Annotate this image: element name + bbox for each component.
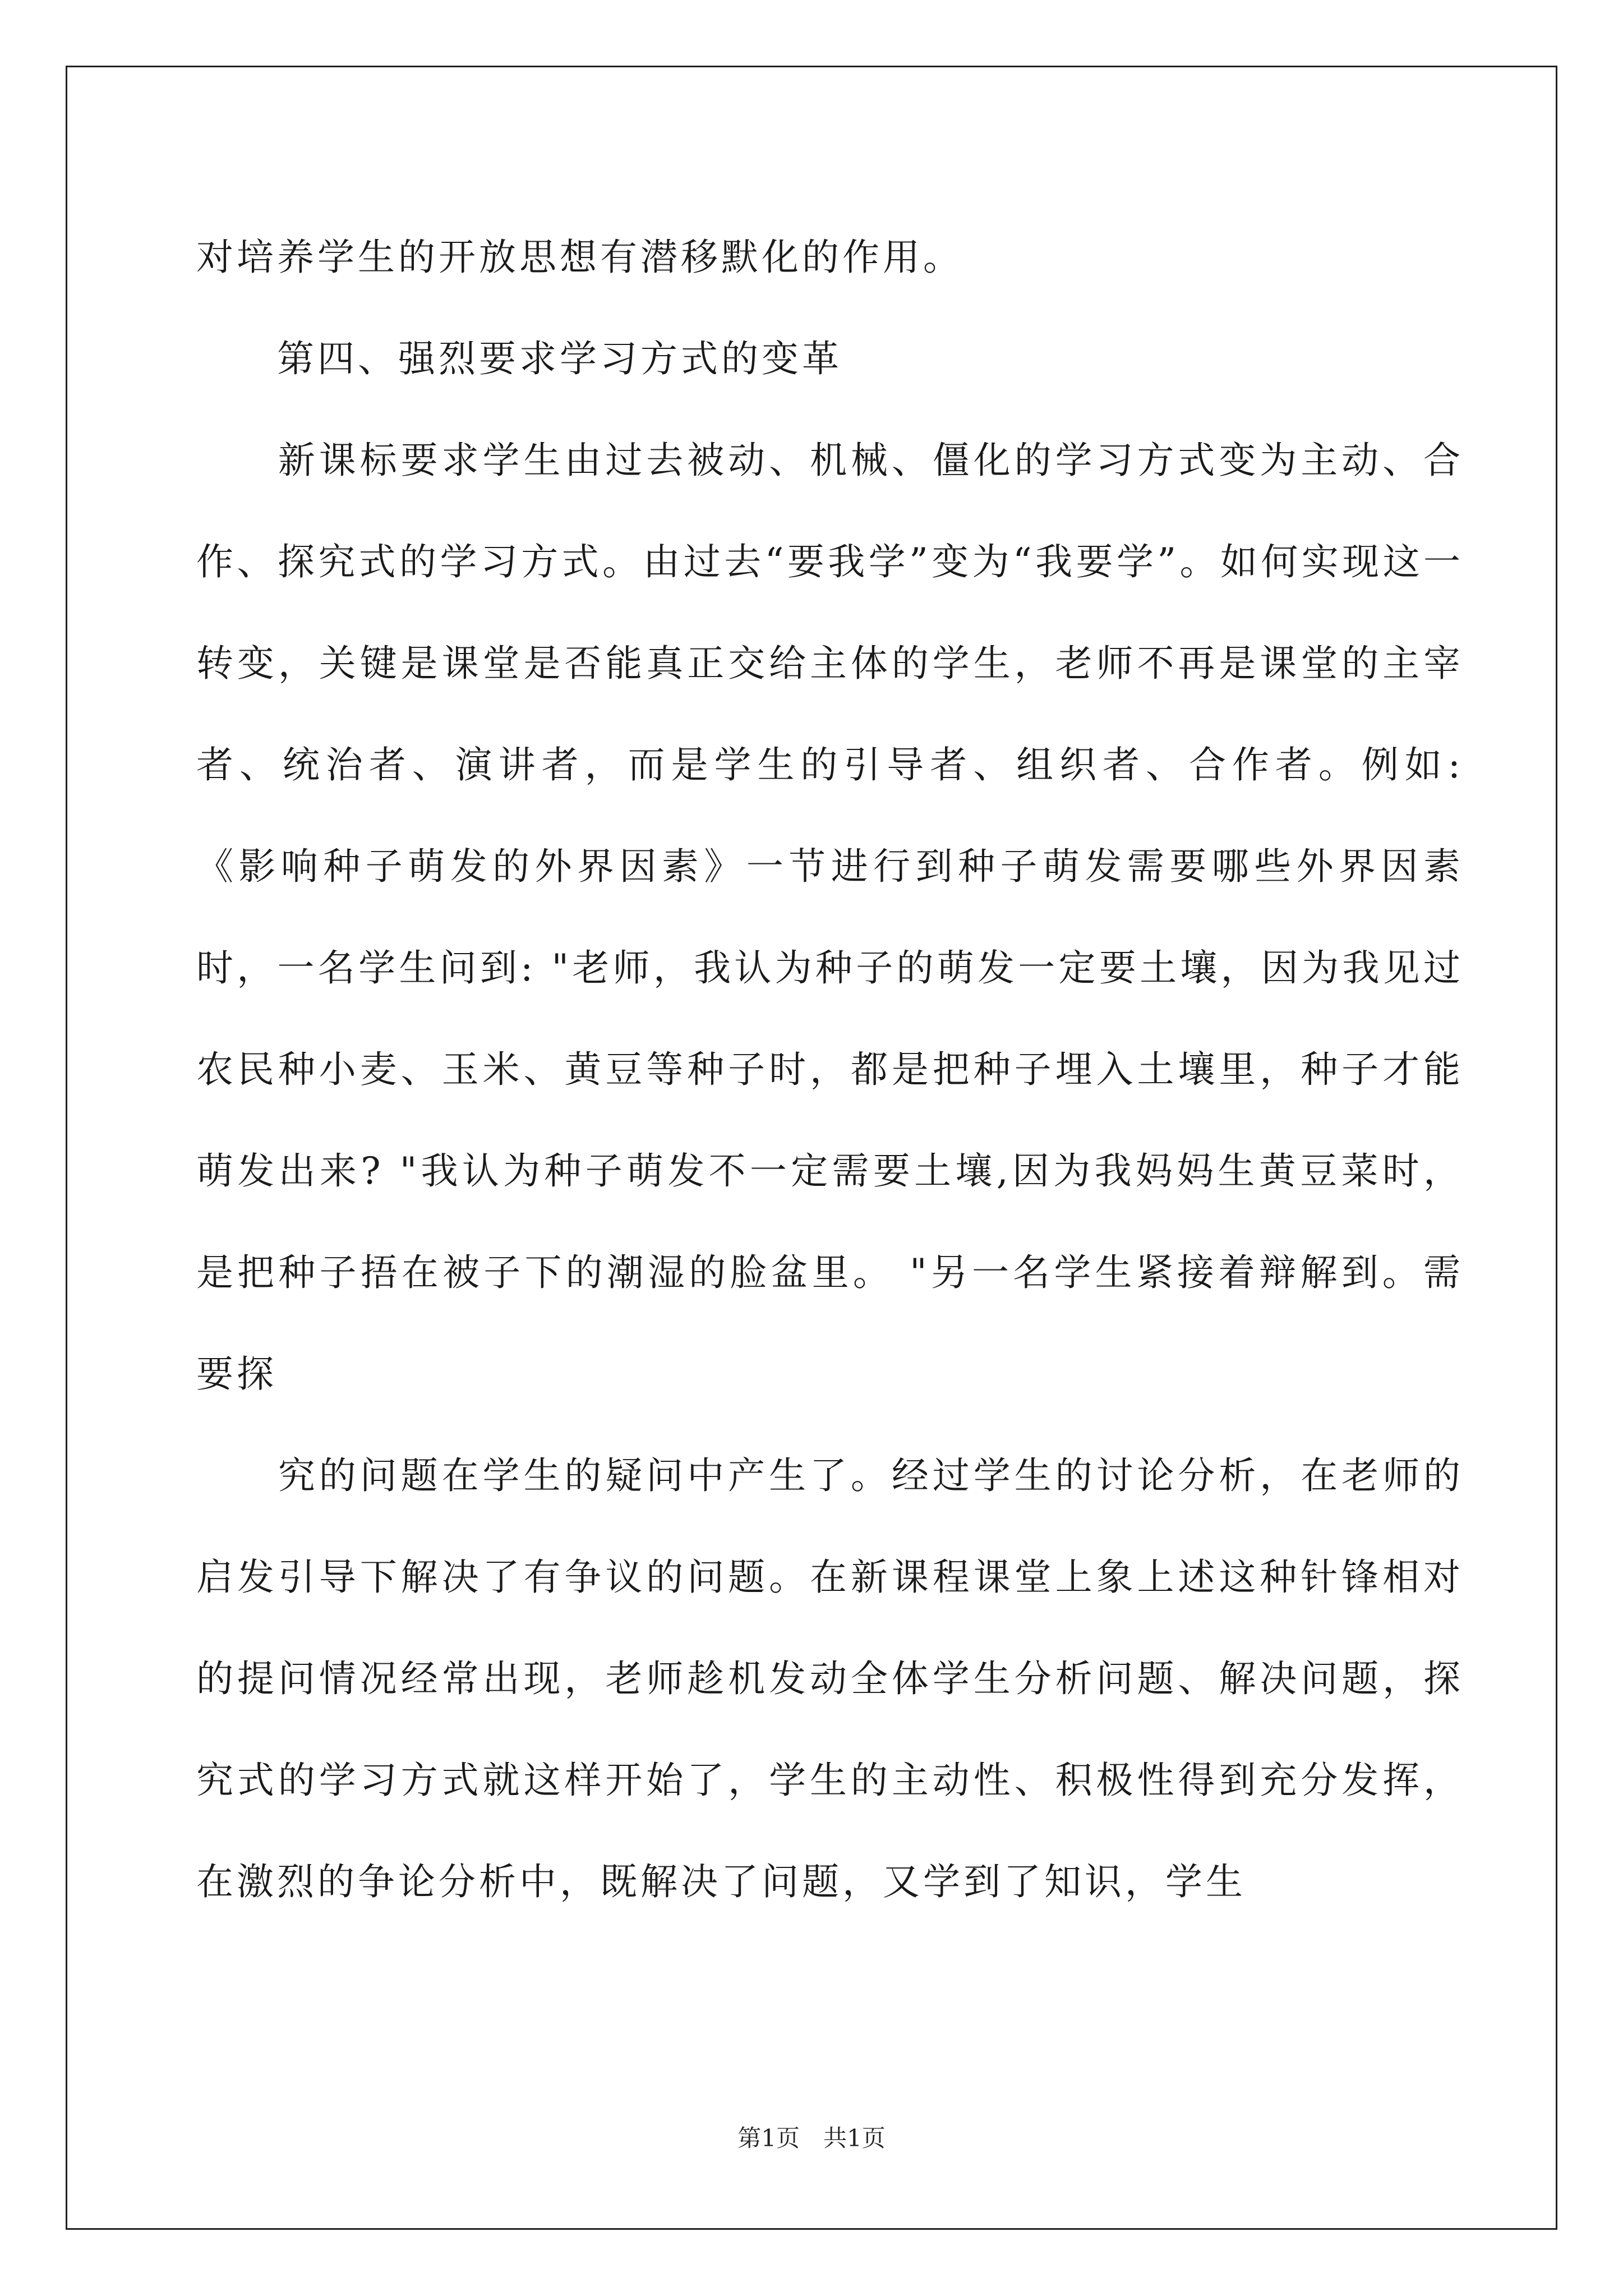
paragraph-continuation: 对培养学生的开放思想有潜移默化的作用。: [196, 236, 963, 279]
paragraph-learning-methods: 新课标要求学生由过去被动、机械、僵化的学习方式变为主动、合作、探究式的学习方式。由过去“要我学”变为“我要学”。如何实现这一转变，关键是课堂是否能真正交给主体的学生，老师不再是课堂的主宰者、统治者、演讲者，而是学生的引导者、组织者、合作者。例如:《影响种子萌发的外界因素》一节进行到种子萌发需要哪些外界因素时，一名学生问到: "老师，我认为种子的萌发一定要土壤，因为我见过农民种小麦、玉米、黄豆等种子时，都是把种子埋入土壤里，种子才能萌发出来? "我认为种子萌发不一定需要土壤,因为我妈妈生黄豆菜时，是把种子捂在被子下的潮湿的脸盆里。 "另一名学生紧接着辩解到。需要探: [196, 439, 1464, 1396]
section-heading: 第四、强烈要求学习方式的变革: [196, 337, 842, 380]
page-number-footer: 第1页 共1页: [737, 2124, 886, 2152]
paragraph-inquiry: 究的问题在学生的疑问中产生了。经过学生的讨论分析，在老师的启发引导下解决了有争议的问题。在新课程课堂上象上述这种针锋相对的提问情况经常出现，老师趁机发动全体学生分析问题、解决问题，探究式的学习方式就这样开始了，学生的主动性、积极性得到充分发挥，在激烈的争论分析中，既解决了问题，又学到了知识，学生: [196, 1454, 1464, 1903]
document-body: [196, 206, 1464, 1932]
